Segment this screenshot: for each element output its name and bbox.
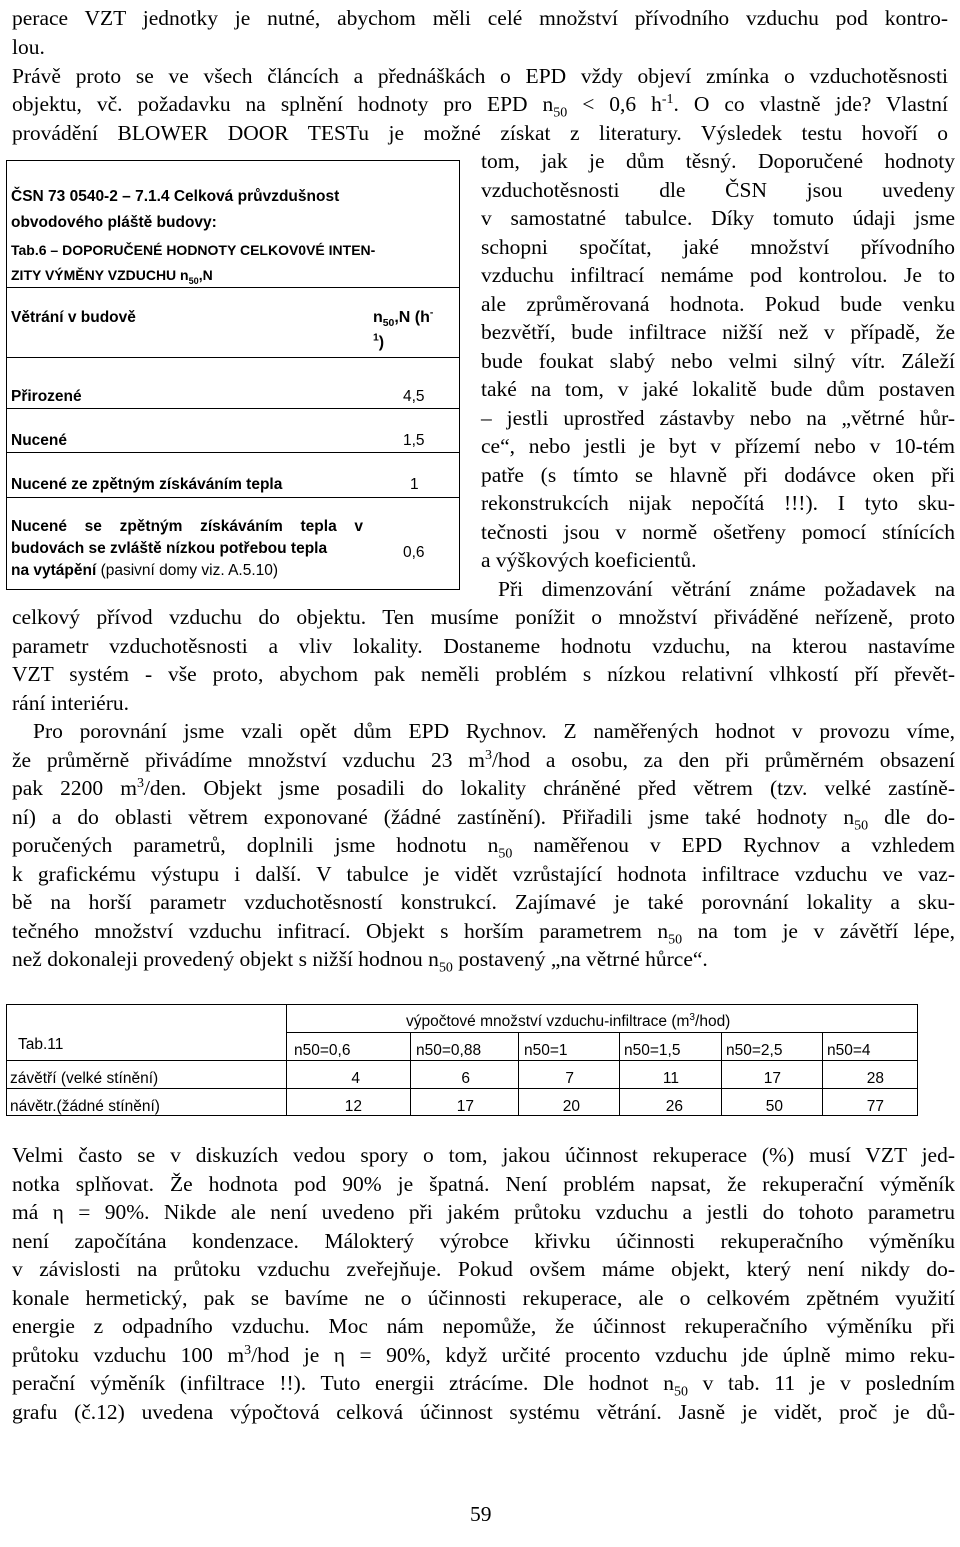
table-cell: 17 xyxy=(763,1070,781,1087)
box-title: ČSN 73 0540-2 – 7.1.4 Celková průvzdušnost xyxy=(11,188,340,205)
column-header: n50=1 xyxy=(524,1042,568,1059)
text-line: objektu, vč. požadavku na splnění hodnoty pro EPD $n_{50} < 0,6$ $h^{-1}$. O co vlastně jde? Vlastní xyxy=(12,91,948,121)
table-row-value: 4,5 xyxy=(403,388,425,405)
text-line: průtoku vzduchu 100 $m^3$/hod je η = 90%, když určité procento vzduchu jde úplně mimo reku- xyxy=(12,1342,955,1367)
table-label: Tab.11 xyxy=(18,1036,64,1053)
column-header: $^1$) xyxy=(373,332,385,351)
table-cell: 50 xyxy=(765,1098,783,1115)
column-header: n50=0,6 xyxy=(294,1042,351,1059)
table-cell: 26 xyxy=(665,1098,683,1115)
table-cell: 17 xyxy=(456,1098,474,1115)
row-label: návětr.(žádné stínění) xyxy=(10,1098,160,1115)
table-row-label: Nucené ze zpětným získáváním tepla xyxy=(11,476,283,493)
divider xyxy=(7,287,459,288)
table-cell: 12 xyxy=(344,1098,362,1115)
table-caption: ZITY VÝMĚNY VZDUCHU $n_{50},N$ xyxy=(11,267,213,286)
text-line: ale zprůměrovaná hodnota. Pokud bude venku xyxy=(481,292,955,316)
table-row-label: budovách se zvláště nízkou potřebou tepla xyxy=(11,540,328,557)
text-line: provádění BLOWER DOOR TESTu je možné získat z literatury. Výsledek testu hovoří o xyxy=(12,121,948,145)
table-cell: 77 xyxy=(866,1098,884,1115)
text-line: grafu (č.12) uvedena výpočtová celková účinnost systému větrání. Jasně je vidět, proč je dů- xyxy=(12,1400,955,1424)
text-line: také na tom, v jaké lokalitě bude dům postaven xyxy=(481,377,955,401)
text-line: pak 2200 $m^3$/den. Objekt jsme posadili do lokality chráněné před větrem (tzv. velké zastíně- xyxy=(12,775,955,800)
table-row-label: Nucené xyxy=(11,432,67,449)
table-caption: Tab.6 – DOPORUČENÉ HODNOTY CELKOV0VÉ INTEN- xyxy=(11,242,376,258)
column-header: n50=1,5 xyxy=(624,1042,681,1059)
table-cell: 20 xyxy=(562,1098,580,1115)
text-line: notka splňovat. Že hodnota pod 90% je špatná. Není problém napsat, že rekuperační výměník xyxy=(12,1172,955,1196)
column-header: n50=2,5 xyxy=(726,1042,783,1059)
text-line: tečnosti jsou v normě ošetřeny pomocí stínících xyxy=(481,520,955,544)
text-line: v samostatné tabulce. Díky tomuto údaji jsme xyxy=(481,206,955,230)
table-cell: 7 xyxy=(565,1070,574,1087)
text-line: energie z odpadního vzduchu. Moc nám nepomůže, že účinnost rekuperačního výměníku při xyxy=(12,1314,955,1338)
table-row-value: 1 xyxy=(410,476,419,493)
text-line: a výškových koeficientů. xyxy=(481,548,697,572)
text-line: bude foukat slabý nebo velmi silný vítr. Záleží xyxy=(481,349,955,373)
text-line: bě na horší parametr vzduchotěsností konstrukcí. Zajímavé je také porovnání lokality a sku- xyxy=(12,890,955,914)
text-line: lou. xyxy=(12,35,45,59)
table-11 xyxy=(6,1004,918,1116)
text-line: schopni spočítat, jaké množství přívodního xyxy=(481,235,955,259)
table-cell: 11 xyxy=(662,1070,679,1087)
text-line: není započítána kondenzace. Málokterý výrobce křivku účinnosti rekuperačního výměníku xyxy=(12,1229,955,1253)
table-row-label: na vytápění (pasivní domy viz. A.5.10) xyxy=(11,562,279,579)
text-line: konale hermetický, pak se bavíme ne o účinnosti rekuperace, ale o celkovém zpětném využití xyxy=(12,1286,955,1310)
text-line: poručených parametrů, doplnili jsme hodnotu $n_{50}$ naměřenou v EPD Rychnov a vzhledem xyxy=(12,833,955,862)
table-cell: 6 xyxy=(461,1070,470,1087)
text-line: rekonstrukcích nijak nepočítá !!!). I tyto sku- xyxy=(481,491,955,515)
text-line: perace VZT jednotky je nutné, abychom měli celé množství přívodního vzduchu pod kontro- xyxy=(12,6,948,30)
text-line: patře (s tímto se hlavně při dodávce oken při xyxy=(481,463,955,487)
text-line: ce“, nebo jestli je byt v přízemí nebo v 10-tém xyxy=(481,434,955,458)
page-number: 59 xyxy=(470,1502,492,1526)
column-header: n50=4 xyxy=(827,1042,871,1059)
text-line: má η = 90%. Nikde ale není uvedeno při jakém průtoku vzduchu a jestli do tohoto parametru xyxy=(12,1200,955,1224)
text-line: parametr vzduchotěsnosti a vliv lokality. Dostaneme hodnotu vzduchu, na kterou nastavíme xyxy=(12,634,955,658)
csn-table-box xyxy=(6,160,460,590)
table-header: výpočtové množství vzduchu-infiltrace $(m^3/hod)$ xyxy=(406,1011,731,1030)
text-line: – jestli uprostřed zástavby nebo na „větrné hůr- xyxy=(481,406,955,430)
divider xyxy=(7,497,459,498)
text-line: Právě proto se ve všech článcích a přednáškách o EPD vždy objeví zmínka o vzduchotěsnosti xyxy=(12,64,948,88)
box-title: obvodového pláště budovy: xyxy=(11,214,217,231)
table-row-label: Nucené se zpětným získáváním tepla v xyxy=(11,518,363,535)
text-line: v závislosti na průtoku vzduchu zveřejňuje. Pokud ovšem máme objekt, který není nikdy do- xyxy=(12,1257,955,1281)
table-row-value: 0,6 xyxy=(403,544,425,561)
text-line: rání interiéru. xyxy=(12,691,130,715)
divider xyxy=(7,408,459,409)
row-label: závětří (velké stínění) xyxy=(10,1070,159,1087)
column-header: n50=0,88 xyxy=(416,1042,482,1059)
column-header: $n_{50},N$ (h- xyxy=(373,307,434,330)
text-line: než dokonaleji provedený objekt s nižší hodnou $n_{50}$ postavený „na větrné hůrce“. xyxy=(12,947,708,976)
divider xyxy=(7,452,459,453)
text-line: Při dimenzování větrání známe požadavek na xyxy=(498,577,955,601)
text-line: Velmi často se v diskuzích vedou spory o tom, jakou účinnost rekuperace (%) musí VZT jed- xyxy=(12,1143,955,1167)
table-cell: 4 xyxy=(351,1070,360,1087)
text-line: vzduchotěsnosti dle ČSN jsou uvedeny xyxy=(481,178,955,202)
text-line: bezvětří, bude infiltrace nižší než v případě, že xyxy=(481,320,955,344)
text-line: k grafickému výstupu i další. V tabulce je vidět vzrůstající hodnota infiltrace vzduchu ve vaz- xyxy=(12,862,955,886)
table-row-label: Přirozené xyxy=(11,388,82,405)
table-cell: 28 xyxy=(866,1070,884,1087)
text-line: tečného množství vzduchu infitrací. Objekt s horším parametrem $n_{50}$ na tom je v závětří lépe, xyxy=(12,919,955,948)
text-line: vzduchu infiltrací nemáme pod kontrolou. Je to xyxy=(481,263,955,287)
divider xyxy=(7,357,459,358)
column-header: Větrání v budově xyxy=(11,309,136,326)
text-line: ní) a do oblasti větrem exponované (žádné zastínění). Přiřadili jsme také hodnoty $n_{50}$ dle do- xyxy=(12,805,955,834)
text-line: tom, jak je dům těsný. Doporučené hodnoty xyxy=(481,149,955,173)
text-line: celkový přívod vzduchu do objektu. Ten musíme ponížit o množství přiváděné neřízeně, proto xyxy=(12,605,955,629)
text-line: VZT systém - vše proto, abychom pak neměli problém s nízkou relativní vlhkostí pří převět- xyxy=(12,662,955,686)
text-line: že průměrně přivádíme množství vzduchu 23 $m^3$/hod a osobu, za den při průměrném obsazení xyxy=(12,747,955,772)
text-line: perační výměník (infiltrace !!). Tuto energii ztrácíme. Dle hodnot $n_{50}$ v tab. 11 je v posledním xyxy=(12,1371,955,1400)
table-row-value: 1,5 xyxy=(403,432,425,449)
text-line: Pro porovnání jsme vzali opět dům EPD Rychnov. Z naměřených hodnot v provozu víme, xyxy=(33,719,955,743)
